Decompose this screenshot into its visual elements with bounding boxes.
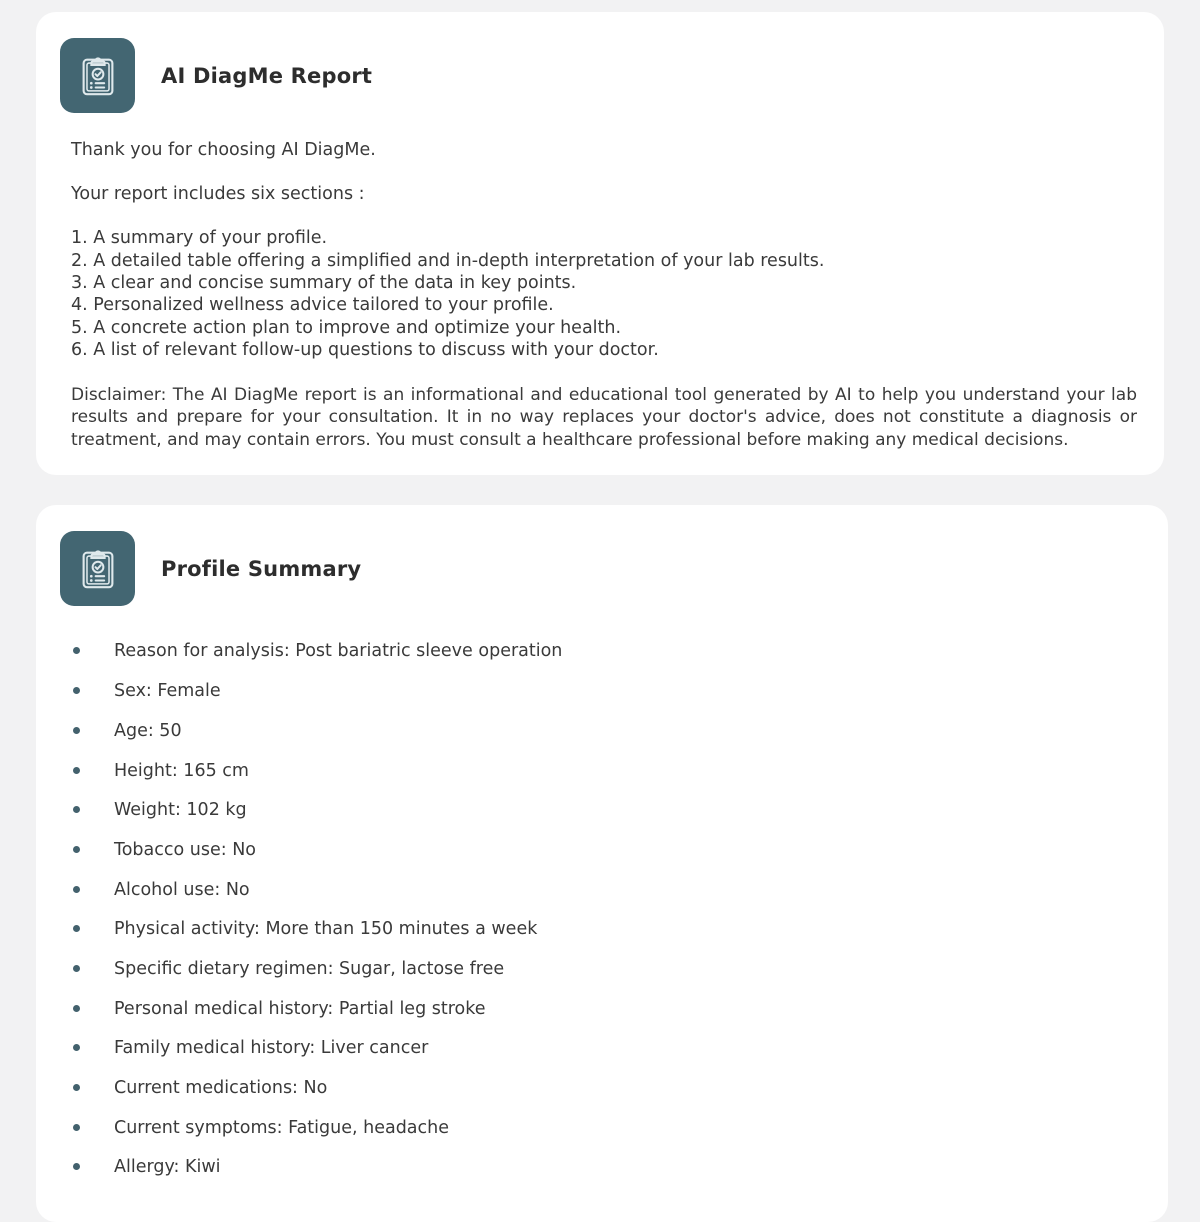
bullet-dot-icon: [73, 1163, 80, 1170]
bullet-dot-icon: [73, 886, 80, 893]
list-item: [73, 791, 1144, 831]
list-item: [73, 712, 1144, 752]
profile-card-header: [60, 531, 1144, 606]
profile-summary-card: [36, 505, 1168, 1222]
report-card-header: [60, 38, 1140, 113]
list-item: [73, 870, 1144, 910]
section-item-4: 4. Personalized wellness advice tailored to your profile.: [71, 295, 554, 316]
list-item: [73, 990, 1144, 1030]
report-intro-card: [36, 12, 1164, 475]
section-item-6: 6. A list of relevant follow-up questions to discuss with your doctor.: [71, 340, 659, 361]
list-item: [73, 751, 1144, 791]
list-item-label: Personal medical history: Partial leg stroke: [114, 998, 486, 1019]
section-item-5: 5. A concrete action plan to improve and optimize your health.: [71, 317, 622, 338]
section-item-3: 3. A clear and concise summary of the data in key points.: [71, 272, 577, 293]
list-item-label: Current medications: No: [114, 1078, 328, 1099]
bullet-dot-icon: [73, 1005, 80, 1012]
list-item-label: Sex: Female: [114, 681, 221, 702]
bullet-dot-icon: [73, 965, 80, 972]
list-item-label: Current symptoms: Fatigue, headache: [114, 1117, 450, 1138]
list-item-label: Physical activity: More than 150 minutes a week: [114, 919, 538, 940]
list-item: [73, 632, 1144, 672]
list-item-label: Reason for analysis: Post bariatric sleeve operation: [114, 641, 563, 662]
disclaimer-text: Disclaimer: The AI DiagMe report is an informational and educational tool generated by AI to help you understand your lab results and prepare for your consultation. It in no way replaces your doctor's advice, does not constitute a diagnosis or treatment, and may contain errors. You must consult a healthcare professional before making any medical decisions.: [71, 384, 1137, 450]
list-item: [73, 910, 1144, 950]
page-title: AI DiagMe Report: [161, 63, 373, 88]
list-item: [73, 672, 1144, 712]
bullet-dot-icon: [73, 647, 80, 654]
list-item-label: Height: 165 cm: [114, 760, 249, 781]
bullet-dot-icon: [73, 1124, 80, 1131]
list-item-label: Age: 50: [114, 720, 182, 741]
bullet-dot-icon: [73, 925, 80, 932]
bullet-dot-icon: [73, 846, 80, 853]
bullet-dot-icon: [73, 687, 80, 694]
section-item-2: 2. A detailed table offering a simplified and in-depth interpretation of your lab results.: [71, 250, 825, 271]
bullet-dot-icon: [73, 727, 80, 734]
list-item-label: Specific dietary regimen: Sugar, lactose free: [114, 958, 505, 979]
list-item: [73, 1109, 1144, 1149]
list-item: [73, 950, 1144, 990]
list-item-label: Tobacco use: No: [114, 839, 256, 860]
list-item-label: Alcohol use: No: [114, 879, 250, 900]
list-item: [73, 1069, 1144, 1109]
section-item-1: 1. A summary of your profile.: [71, 228, 328, 249]
report-sections-list: [60, 227, 1140, 361]
list-item: [73, 831, 1144, 871]
profile-summary-title: Profile Summary: [161, 556, 362, 581]
list-item-label: Family medical history: Liver cancer: [114, 1038, 429, 1059]
clipboard-check-icon: [60, 38, 135, 113]
list-item-label: Weight: 102 kg: [114, 800, 247, 821]
list-item: [73, 1029, 1144, 1069]
profile-summary-list: [60, 632, 1144, 1188]
sections-lead-text: Your report includes six sections :: [71, 184, 365, 205]
intro-text: Thank you for choosing AI DiagMe.: [71, 140, 376, 160]
bullet-dot-icon: [73, 806, 80, 813]
bullet-dot-icon: [73, 1044, 80, 1051]
bullet-dot-icon: [73, 767, 80, 774]
list-item-label: Allergy: Kiwi: [114, 1157, 221, 1178]
clipboard-check-icon: [60, 531, 135, 606]
list-item: [73, 1148, 1144, 1188]
bullet-dot-icon: [73, 1084, 80, 1091]
